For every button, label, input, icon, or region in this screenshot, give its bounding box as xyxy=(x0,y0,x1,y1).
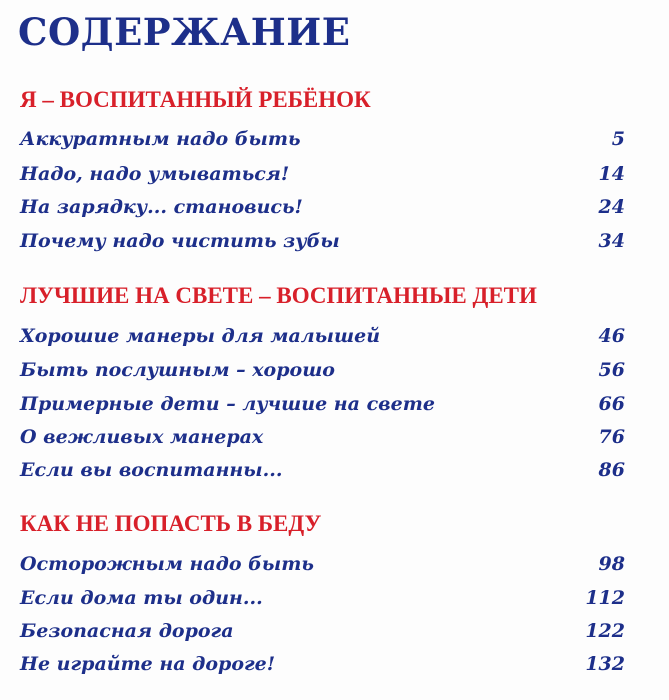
toc-entry[interactable] xyxy=(20,163,625,193)
toc-entry[interactable] xyxy=(20,230,625,260)
section-heading-1: Я – ВОСПИТАННЫЙ РЕБЁНОК xyxy=(20,87,371,112)
toc-entry-page: 76 xyxy=(598,426,625,448)
toc-entry[interactable] xyxy=(20,128,625,158)
section-heading-2: ЛУЧШИЕ НА СВЕТЕ – ВОСПИТАННЫЕ ДЕТИ xyxy=(20,283,537,308)
toc-entry[interactable] xyxy=(20,459,625,489)
toc-entry-title: Хорошие манеры для малышей xyxy=(20,325,381,347)
toc-entry-page: 98 xyxy=(598,553,625,575)
toc-entry-title: О вежливых манерах xyxy=(20,426,264,448)
toc-entry-page: 66 xyxy=(598,393,625,415)
toc-entry[interactable] xyxy=(20,196,625,226)
toc-entry-title: Быть послушным – хорошо xyxy=(20,359,335,381)
toc-entry[interactable] xyxy=(20,587,625,617)
page-title: СОДЕРЖАНИЕ xyxy=(18,10,351,54)
toc-entry[interactable] xyxy=(20,359,625,389)
toc-entry[interactable] xyxy=(20,393,625,423)
toc-entry-title: Если дома ты один... xyxy=(20,587,263,609)
toc-entry-title: Если вы воспитанны... xyxy=(20,459,283,481)
toc-entry[interactable] xyxy=(20,325,625,355)
toc-entry-title: Надо, надо умываться! xyxy=(20,163,290,185)
toc-entry-page: 24 xyxy=(598,196,625,218)
toc-entry-title: Примерные дети – лучшие на свете xyxy=(20,393,435,415)
toc-entry-page: 5 xyxy=(611,128,625,150)
toc-entry-page: 132 xyxy=(585,653,625,675)
section-heading-3: КАК НЕ ПОПАСТЬ В БЕДУ xyxy=(20,511,322,536)
toc-entry-title: На зарядку... становись! xyxy=(20,196,303,218)
toc-entry-title: Почему надо чистить зубы xyxy=(20,230,340,252)
toc-entry[interactable] xyxy=(20,553,625,583)
toc-entry-title: Не играйте на дороге! xyxy=(20,653,276,675)
toc-entry-page: 14 xyxy=(598,163,625,185)
toc-entry-page: 112 xyxy=(585,587,625,609)
toc-entry[interactable] xyxy=(20,653,625,683)
toc-entry[interactable] xyxy=(20,620,625,650)
toc-entry-page: 122 xyxy=(585,620,625,642)
toc-entry-title: Аккуратным надо быть xyxy=(20,128,301,150)
toc-entry-page: 56 xyxy=(598,359,625,381)
toc-entry[interactable] xyxy=(20,426,625,456)
toc-entry-page: 34 xyxy=(598,230,625,252)
toc-entry-page: 86 xyxy=(598,459,625,481)
toc-entry-title: Осторожным надо быть xyxy=(20,553,314,575)
toc-entry-title: Безопасная дорога xyxy=(20,620,234,642)
toc-entry-page: 46 xyxy=(598,325,625,347)
